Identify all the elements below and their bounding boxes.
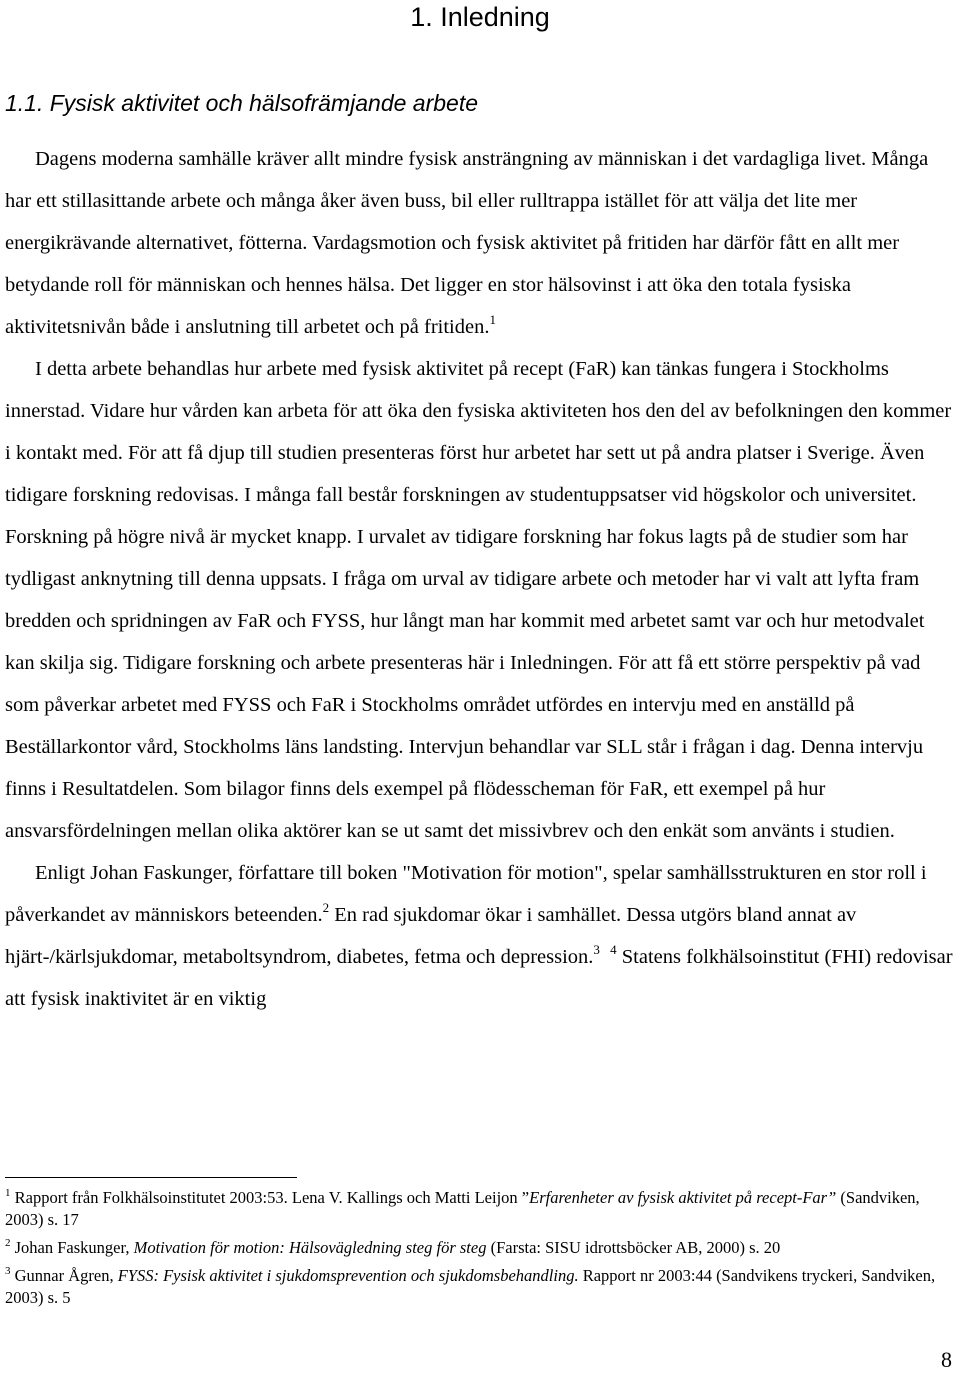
footnote-3 — [5, 1265, 955, 1309]
paragraph-3-text-b: En rad sjukdomar ökar i samhället. Dessa utgörs bland annat av hjärt-/kärlsjukdomar, metaboltsyndrom, diabetes, fetma och depression. — [5, 904, 857, 968]
paragraph-2 — [5, 348, 955, 852]
footnote-number: 3 — [5, 1265, 11, 1277]
footnote-text: (Farsta: SISU idrottsböcker AB, 2000) s. 20 — [486, 1238, 781, 1257]
footnote-text: (Sandviken, 2003) s. 17 — [5, 1188, 920, 1229]
footnote-title: FYSS: Fysisk aktivitet i sjukdomsprevention och sjukdomsbehandling. — [117, 1266, 579, 1285]
body-text — [5, 138, 955, 1020]
footnote-ref-3: 3 — [593, 942, 600, 957]
footnote-text: Gunnar Ågren, — [10, 1266, 118, 1285]
paragraph-2-text: I detta arbete behandlas hur arbete med fysisk aktivitet på recept (FaR) kan tänkas fungera i Stockholms innerstad. Vidare hur vården kan arbeta för att öka den fysiska aktiviteten hos den del av befolkningen den kommer i kontakt med. För att få djup till studien presenteras först hur arbetet har sett ut på andra platser i Sverige. Även tidigare forskning redovisas. I många fall består forskningen av studentuppsatser vid högskolor och universitet. Forskning på högre nivå är mycket knapp. I urvalet av tidigare forskning har fokus lagts på de studier som har tydligast anknytning till denna uppsats. I fråga om urval av tidigare arbete och metoder har vi valt att lyfta fram bredden och spridningen av FaR och FYSS, hur långt man har kommit med arbetet samt var och hur metodvalet kan skilja sig. Tidigare forskning och arbete presenteras här i Inledningen. För att få ett större perspektiv på vad som påverkar arbetet med FYSS och FaR i Stockholms området utfördes en intervju med en anställd på Beställarkontor vård, Stockholms läns landsting. Intervjun behandlar var SLL står i frågan i dag. Denna intervju finns i Resultatdelen. Som bilagor finns dels exempel på flödesscheman för FaR, ett exempel på hur ansvarsfördelningen mellan olika aktörer kan se ut samt det missivbrev och den enkät som använts i studien. — [5, 358, 952, 842]
footnote-text: Rapport från Folkhälsoinstitutet 2003:53. Lena V. Kallings och Matti Leijon ” — [10, 1188, 530, 1207]
paragraph-1-text: Dagens moderna samhälle kräver allt mindre fysisk ansträngning av människan i det vardagliga livet. Många har ett stillasittande arbete och många åker även buss, bil eller rulltrappa istället för att välja det lite mer energikrävande alternativet, fötterna. Vardagsmotion och fysisk aktivitet på fritiden har därför fått en allt mer betydande roll för människan och hennes hälsa. Det ligger en stor hälsovinst i att öka den totala fysiska aktivitetsnivån både i anslutning till arbetet och på fritiden. — [5, 148, 929, 338]
footnote-number: 1 — [5, 1187, 11, 1199]
footnote-ref-2: 2 — [322, 900, 330, 915]
paragraph-3 — [5, 852, 955, 1020]
footnotes — [5, 1187, 955, 1315]
paragraph-3-text-c: Statens folkhälsoinstitut (FHI) redovisar att fysisk inaktivitet är en viktig — [5, 946, 953, 1010]
footnote-text: Rapport nr 2003:44 (Sandvikens tryckeri, Sandviken, 2003) s. 5 — [5, 1266, 936, 1307]
chapter-heading: 1. Inledning — [410, 2, 550, 32]
footnote-1 — [5, 1187, 955, 1231]
footnote-title: Erfarenheter av fysisk aktivitet på recept-Far” — [529, 1188, 837, 1207]
footnote-ref-4: 4 — [610, 942, 617, 957]
footnote-2 — [5, 1237, 955, 1259]
paragraph-3-text-a: Enligt Johan Faskunger, författare till boken "Motivation för motion", spelar samhällsstrukturen en stor roll i påverkandet av människors beteenden. — [5, 862, 927, 926]
footnote-separator — [5, 1177, 297, 1178]
footnote-number: 2 — [5, 1237, 11, 1249]
footnote-text: Johan Faskunger, — [10, 1238, 134, 1257]
footnote-title: Motivation för motion: Hälsovägledning steg för steg — [133, 1238, 487, 1257]
paragraph-1 — [5, 138, 955, 348]
footnote-ref-1: 1 — [489, 312, 496, 327]
page-number: 8 — [941, 1347, 952, 1372]
section-heading: 1.1. Fysisk aktivitet och hälsofrämjande arbete — [5, 90, 479, 116]
